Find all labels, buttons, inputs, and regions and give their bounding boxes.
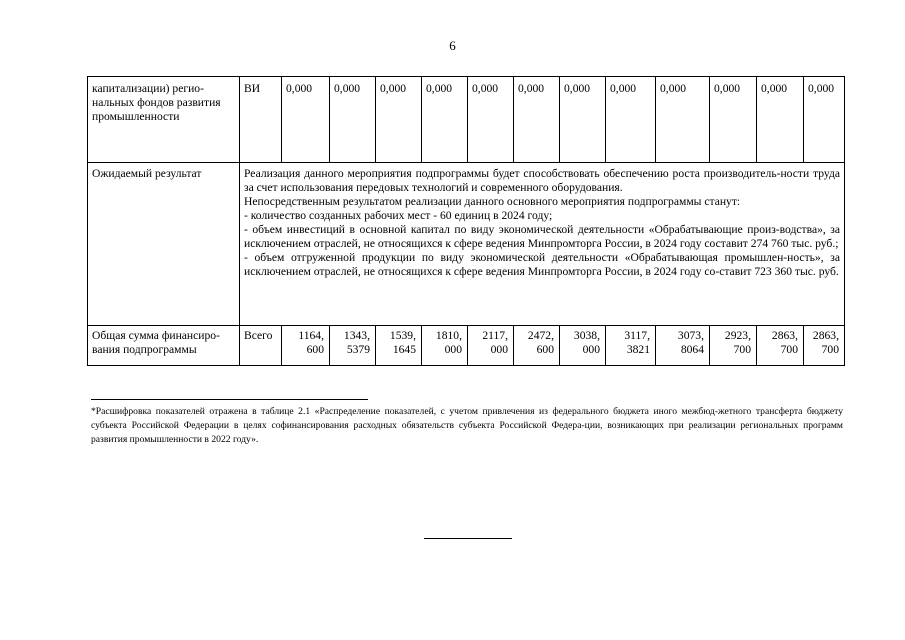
value-cell: 0,000 bbox=[282, 77, 330, 163]
row-source-capitalization: ВИ bbox=[240, 77, 282, 163]
total-cell: 3073, 8064 bbox=[656, 326, 710, 366]
total-cell: 1539, 1645 bbox=[376, 326, 422, 366]
total-cell: 2117, 000 bbox=[468, 326, 514, 366]
total-cell: 3117, 3821 bbox=[606, 326, 656, 366]
result-line: Непосредственным результатом реализации данного основного мероприятия подпрограммы станут: bbox=[244, 195, 741, 208]
row-label-total: Общая сумма финансиро-вания подпрограммы bbox=[88, 326, 240, 366]
table-row-capitalization bbox=[88, 77, 845, 163]
total-cell: 2863, 700 bbox=[804, 326, 845, 366]
table-row-result bbox=[88, 163, 845, 326]
value-cell: 0,000 bbox=[514, 77, 560, 163]
footnote: *Расшифровка показателей отражена в таблице 2.1 «Распределение показателей, с учетом привлечения из федерального бюджета иного межбюд-жетного трансферта бюджету субъекта Российской Федерации в целях софинансирования расходных обязательств субъекта Российской Федера-ции, возникающих при реализации региональных программ развития промышленности в 2022 году». bbox=[91, 406, 843, 445]
total-cell: 2863, 700 bbox=[757, 326, 804, 366]
total-cell: 1164, 600 bbox=[282, 326, 330, 366]
total-cell: 2923, 700 bbox=[710, 326, 757, 366]
value-cell: 0,000 bbox=[757, 77, 804, 163]
value-cell: 0,000 bbox=[606, 77, 656, 163]
value-cell: 0,000 bbox=[560, 77, 606, 163]
result-line: - объем инвестиций в основной капитал по виду экономической деятельности «Обрабатывающие произ-водства», за исключением отраслей, не относящихся к сфере ведения Минпромторга России, в 2024 году составит 274 760 тыс. руб.; bbox=[244, 223, 840, 250]
total-cell: 2472, 600 bbox=[514, 326, 560, 366]
value-cell: 0,000 bbox=[422, 77, 468, 163]
footnote-divider bbox=[91, 399, 368, 400]
total-cell: 3038, 000 bbox=[560, 326, 606, 366]
value-cell: 0,000 bbox=[804, 77, 845, 163]
result-line: - объем отгруженной продукции по виду экономической деятельности «Обрабатывающая промышлен-ность», за исключением отраслей, не относящихся к сфере ведения Минпромторга России, в 2024 году со-ставит 723 360 тыс. руб. bbox=[244, 251, 840, 278]
result-line: - количество созданных рабочих мест - 60 единиц в 2024 году; bbox=[244, 209, 553, 222]
page-number: 6 bbox=[449, 38, 456, 53]
value-cell: 0,000 bbox=[468, 77, 514, 163]
row-label-result: Ожидаемый результат bbox=[88, 163, 240, 326]
row-source-total: Всего bbox=[240, 326, 282, 366]
total-cell: 1343, 5379 bbox=[330, 326, 376, 366]
value-cell: 0,000 bbox=[656, 77, 710, 163]
total-cell: 1810, 000 bbox=[422, 326, 468, 366]
expected-result-text bbox=[240, 163, 845, 326]
end-divider bbox=[424, 538, 512, 539]
table-row-total bbox=[88, 326, 845, 366]
row-label-capitalization: капитализации) регио-нальных фондов развития промышленности bbox=[88, 77, 240, 163]
value-cell: 0,000 bbox=[710, 77, 757, 163]
financing-table bbox=[87, 76, 845, 366]
result-line: Реализация данного мероприятия подпрограммы будет способствовать обеспечению роста производитель-ности труда за счет использования передовых технологий и современного оборудования. bbox=[244, 167, 840, 194]
value-cell: 0,000 bbox=[330, 77, 376, 163]
value-cell: 0,000 bbox=[376, 77, 422, 163]
